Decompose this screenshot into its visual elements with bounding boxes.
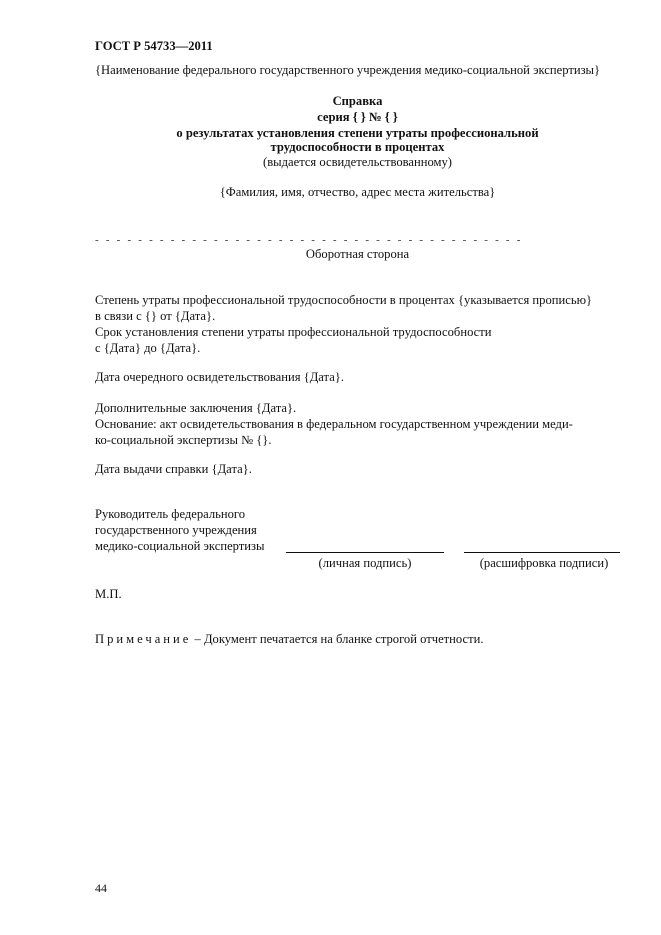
certificate-title: Справка — [332, 94, 383, 108]
certificate-subject-line-2: трудоспособности в процентах — [270, 140, 445, 154]
certificate-series: серия { } № { } — [317, 110, 398, 124]
personal-signature-label: (личная подпись) — [318, 556, 412, 570]
degree-line-1: Степень утраты профессиональной трудоспособности в процентах {указывается прописью} — [95, 293, 593, 307]
head-signature-block — [95, 506, 620, 554]
basis-line-2: ко-социальной экспертизы № {}. — [95, 433, 272, 447]
head-line-3: медико-социальной экспертизы — [95, 539, 265, 553]
head-line-1: Руководитель федерального — [95, 507, 246, 521]
organization-placeholder: {Наименование федерального государственного учреждения медико-социальной экспертизы} — [95, 63, 601, 77]
reverse-side-label: Оборотная сторона — [305, 247, 410, 261]
additional-line: Дополнительные заключения {Дата}. — [95, 401, 297, 415]
note-label: Примечание — [95, 632, 192, 646]
seal-placeholder: М.П. — [95, 587, 122, 601]
certificate-issued-to: (выдается освидетельствованному) — [263, 155, 452, 169]
standard-code: ГОСТ Р 54733—2011 — [95, 39, 213, 53]
next-exam-line: Дата очередного освидетельствования {Дата}. — [95, 370, 344, 384]
term-line-1: Срок установления степени утраты профессиональной трудоспособности — [95, 325, 492, 339]
certificate-subject-line-1: о результатах установления степени утраты профессиональной — [176, 126, 539, 140]
degree-line-2: в связи с {} от {Дата}. — [95, 309, 216, 323]
basis-line-1: Основание: акт освидетельствования в федеральном государственном учреждении меди- — [95, 417, 573, 431]
signature-decoding-line — [464, 552, 620, 553]
signature-decoding-label: (расшифровка подписи) — [479, 556, 609, 570]
note-line — [95, 631, 484, 647]
note-text: – Документ печатается на бланке строгой отчетности. — [191, 632, 484, 646]
issue-date-line: Дата выдачи справки {Дата}. — [95, 462, 252, 476]
head-line-2: государственного учреждения — [95, 523, 257, 537]
additional-paragraph — [95, 400, 620, 448]
person-placeholder: {Фамилия, имя, отчество, адрес места жительства} — [219, 185, 496, 199]
page-number: 44 — [95, 881, 107, 895]
dashed-separator: - - - - - - - - - - - - - - - - - - - - - - - - - - - - - - - - - - - - - - - - — [95, 234, 523, 246]
personal-signature-line — [286, 552, 444, 553]
term-line-2: с {Дата} до {Дата}. — [95, 341, 201, 355]
degree-paragraph — [95, 292, 620, 356]
